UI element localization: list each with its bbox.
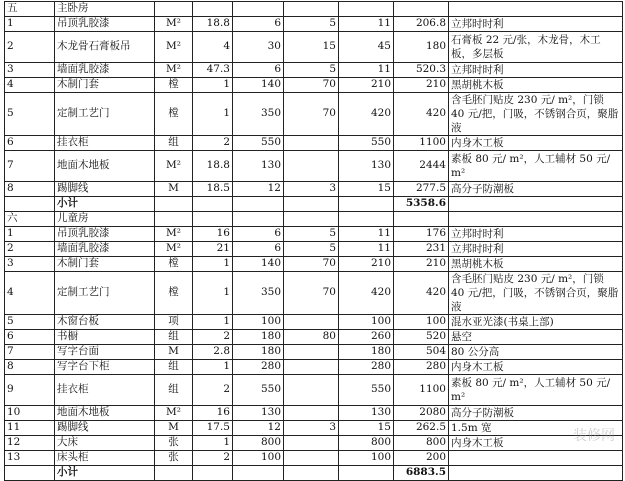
- item-note: 素板 80 元/ m²，人工辅材 50 元/ m²: [449, 151, 623, 182]
- item-name: 木制门套: [55, 78, 155, 93]
- item-total: 206.8: [394, 17, 449, 32]
- empty-cell: [339, 197, 394, 212]
- item-number: 4: [5, 78, 55, 93]
- empty-cell: [5, 197, 55, 212]
- item-unit: M: [155, 421, 193, 436]
- section-header-row: [5, 212, 623, 227]
- item-unit-price: 800: [339, 436, 394, 451]
- item-material-price: 130: [233, 406, 284, 421]
- table-row: [5, 78, 623, 93]
- item-unit: M²: [155, 17, 193, 32]
- item-labor-price: [284, 315, 339, 330]
- item-unit-price: 100: [339, 451, 394, 466]
- item-number: 5: [5, 315, 55, 330]
- item-labor-price: 70: [284, 93, 339, 136]
- item-material-price: 12: [233, 421, 284, 436]
- empty-cell: [155, 197, 193, 212]
- item-unit: M²: [155, 406, 193, 421]
- item-name: 木制门套: [55, 257, 155, 272]
- item-labor-price: 5: [284, 63, 339, 78]
- item-total: 200: [394, 451, 449, 466]
- item-total: 420: [394, 272, 449, 315]
- table-row: [5, 436, 623, 451]
- item-number: 1: [5, 17, 55, 32]
- item-quantity: 2: [193, 451, 233, 466]
- item-total: 800: [394, 436, 449, 451]
- item-quantity: 17.5: [193, 421, 233, 436]
- empty-cell: [339, 466, 394, 481]
- item-unit: 张: [155, 451, 193, 466]
- item-material-price: 6: [233, 242, 284, 257]
- item-name: 定制工艺门: [55, 272, 155, 315]
- item-total: 277.5: [394, 182, 449, 197]
- item-labor-price: 5: [284, 17, 339, 32]
- item-total: 520.3: [394, 63, 449, 78]
- table-row: [5, 272, 623, 315]
- item-material-price: 180: [233, 345, 284, 360]
- item-quantity: 4: [193, 32, 233, 63]
- item-name: 吊顶乳胶漆: [55, 227, 155, 242]
- item-unit-price: 15: [339, 421, 394, 436]
- item-number: 4: [5, 272, 55, 315]
- item-total: 1100: [394, 136, 449, 151]
- item-number: 3: [5, 257, 55, 272]
- item-unit-price: 210: [339, 78, 394, 93]
- item-quantity: 21: [193, 242, 233, 257]
- table-row: [5, 182, 623, 197]
- empty-cell: [284, 2, 339, 17]
- item-unit: M²: [155, 227, 193, 242]
- item-name: 地面木地板: [55, 406, 155, 421]
- item-quantity: 18.8: [193, 17, 233, 32]
- item-total: 180: [394, 32, 449, 63]
- item-material-price: 350: [233, 272, 284, 315]
- quote-table: [4, 1, 623, 481]
- item-unit: 组: [155, 330, 193, 345]
- item-labor-price: [284, 375, 339, 406]
- table-row: [5, 227, 623, 242]
- table-row: [5, 17, 623, 32]
- item-unit-price: 210: [339, 257, 394, 272]
- item-name: 挂衣柜: [55, 375, 155, 406]
- item-note: 立邦时时利: [449, 242, 623, 257]
- subtotal-value: 5358.6: [394, 197, 449, 212]
- item-unit: M²: [155, 242, 193, 257]
- empty-cell: [193, 2, 233, 17]
- item-number: 8: [5, 360, 55, 375]
- item-quantity: 2: [193, 136, 233, 151]
- empty-cell: [233, 466, 284, 481]
- item-quantity: 47.3: [193, 63, 233, 78]
- item-number: 12: [5, 436, 55, 451]
- item-quantity: 1: [193, 315, 233, 330]
- empty-cell: [449, 2, 623, 17]
- item-unit: 樘: [155, 93, 193, 136]
- item-number: 2: [5, 242, 55, 257]
- item-number: 5: [5, 93, 55, 136]
- empty-cell: [449, 466, 623, 481]
- item-unit: 项: [155, 315, 193, 330]
- item-labor-price: 3: [284, 421, 339, 436]
- subtotal-row: [5, 466, 623, 481]
- item-note: [449, 451, 623, 466]
- item-name: 木龙骨石膏板吊: [55, 32, 155, 63]
- empty-cell: [284, 212, 339, 227]
- item-unit-price: 45: [339, 32, 394, 63]
- item-total: 280: [394, 360, 449, 375]
- table-row: [5, 315, 623, 330]
- item-unit: 组: [155, 136, 193, 151]
- empty-cell: [339, 2, 394, 17]
- item-quantity: 18.5: [193, 182, 233, 197]
- item-name: 大床: [55, 436, 155, 451]
- empty-cell: [233, 2, 284, 17]
- item-labor-price: [284, 345, 339, 360]
- section-header-row: [5, 2, 623, 17]
- table-row: [5, 451, 623, 466]
- item-material-price: 800: [233, 436, 284, 451]
- item-note: 含毛胚门贴皮 230 元/ m²，门锁 40 元/把，门吸，不锈钢合页，聚脂液: [449, 93, 623, 136]
- item-material-price: 12: [233, 182, 284, 197]
- item-unit: 组: [155, 360, 193, 375]
- item-number: 9: [5, 375, 55, 406]
- empty-cell: [339, 212, 394, 227]
- item-note: 高分子防潮板: [449, 182, 623, 197]
- item-quantity: 2.8: [193, 345, 233, 360]
- item-total: 520: [394, 330, 449, 345]
- item-total: 504: [394, 345, 449, 360]
- item-quantity: 1: [193, 93, 233, 136]
- item-unit: 樘: [155, 257, 193, 272]
- item-name: 墙面乳胶漆: [55, 242, 155, 257]
- item-labor-price: [284, 451, 339, 466]
- table-row: [5, 345, 623, 360]
- item-material-price: 100: [233, 451, 284, 466]
- item-note: 内身木工板: [449, 360, 623, 375]
- item-note: 立邦时时利: [449, 17, 623, 32]
- section-title: 儿童房: [55, 212, 155, 227]
- item-unit: M: [155, 182, 193, 197]
- item-labor-price: 5: [284, 227, 339, 242]
- subtotal-value: 6883.5: [394, 466, 449, 481]
- empty-cell: [394, 2, 449, 17]
- subtotal-label: 小计: [55, 466, 155, 481]
- item-material-price: 350: [233, 93, 284, 136]
- item-material-price: 130: [233, 151, 284, 182]
- empty-cell: [233, 212, 284, 227]
- item-note: 立邦时时利: [449, 63, 623, 78]
- item-number: 7: [5, 345, 55, 360]
- table-row: [5, 257, 623, 272]
- empty-cell: [155, 2, 193, 17]
- item-material-price: 550: [233, 375, 284, 406]
- item-name: 踢脚线: [55, 182, 155, 197]
- empty-cell: [233, 197, 284, 212]
- empty-cell: [193, 212, 233, 227]
- item-labor-price: [284, 436, 339, 451]
- item-name: 写字台面: [55, 345, 155, 360]
- item-unit-price: 260: [339, 330, 394, 345]
- item-total: 210: [394, 78, 449, 93]
- section-title: 主卧房: [55, 2, 155, 17]
- item-number: 11: [5, 421, 55, 436]
- item-unit-price: 420: [339, 93, 394, 136]
- empty-cell: [284, 197, 339, 212]
- item-quantity: 1: [193, 436, 233, 451]
- item-labor-price: 70: [284, 272, 339, 315]
- item-note: 1.5m 宽: [449, 421, 623, 436]
- item-name: 木窗台板: [55, 315, 155, 330]
- item-total: 2080: [394, 406, 449, 421]
- item-labor-price: [284, 151, 339, 182]
- item-quantity: 1: [193, 360, 233, 375]
- table-row: [5, 136, 623, 151]
- item-number: 2: [5, 32, 55, 63]
- watermark: 装修网: [573, 428, 615, 444]
- item-note: 立邦时时利: [449, 227, 623, 242]
- empty-cell: [193, 466, 233, 481]
- item-note: 含毛胚门贴皮 230 元/ m²，门锁 40 元/把，门吸，不锈钢合页，聚脂液: [449, 272, 623, 315]
- item-unit: M²: [155, 151, 193, 182]
- item-total: 100: [394, 315, 449, 330]
- item-total: 210: [394, 257, 449, 272]
- item-quantity: 2: [193, 330, 233, 345]
- item-quantity: 18.8: [193, 151, 233, 182]
- section-number: 六: [5, 212, 55, 227]
- item-unit: M²: [155, 63, 193, 78]
- item-total: 1100: [394, 375, 449, 406]
- quote-table-body: [5, 2, 623, 481]
- item-unit-price: 180: [339, 345, 394, 360]
- item-total: 420: [394, 93, 449, 136]
- item-material-price: 6: [233, 227, 284, 242]
- empty-cell: [155, 466, 193, 481]
- item-quantity: 16: [193, 406, 233, 421]
- table-row: [5, 32, 623, 63]
- item-number: 10: [5, 406, 55, 421]
- item-number: 1: [5, 227, 55, 242]
- empty-cell: [394, 212, 449, 227]
- table-row: [5, 360, 623, 375]
- item-material-price: 180: [233, 330, 284, 345]
- subtotal-row: [5, 197, 623, 212]
- empty-cell: [155, 212, 193, 227]
- item-unit-price: 130: [339, 151, 394, 182]
- item-name: 地面木地板: [55, 151, 155, 182]
- item-name: 写字台下柜: [55, 360, 155, 375]
- item-unit: M²: [155, 32, 193, 63]
- table-row: [5, 151, 623, 182]
- item-note: 石膏板 22 元/张，木龙骨，木工板，多层板: [449, 32, 623, 63]
- item-total: 176: [394, 227, 449, 242]
- item-name: 踢脚线: [55, 421, 155, 436]
- table-row: [5, 375, 623, 406]
- table-row: [5, 330, 623, 345]
- item-total: 262.5: [394, 421, 449, 436]
- item-note: 素板 80 元/ m²，人工辅材 50 元/ m²: [449, 375, 623, 406]
- item-unit: M: [155, 345, 193, 360]
- item-material-price: 140: [233, 257, 284, 272]
- item-total: 2444: [394, 151, 449, 182]
- item-quantity: 16: [193, 227, 233, 242]
- item-material-price: 550: [233, 136, 284, 151]
- table-row: [5, 63, 623, 78]
- item-note: 黑胡桃木板: [449, 78, 623, 93]
- table-row: [5, 242, 623, 257]
- item-note: 高分子防潮板: [449, 406, 623, 421]
- item-labor-price: 3: [284, 182, 339, 197]
- item-note: 80 公分高: [449, 345, 623, 360]
- item-number: 8: [5, 182, 55, 197]
- item-note: 内身木工板: [449, 436, 623, 451]
- item-total: 231: [394, 242, 449, 257]
- section-number: 五: [5, 2, 55, 17]
- item-labor-price: [284, 136, 339, 151]
- item-number: 6: [5, 136, 55, 151]
- item-number: 13: [5, 451, 55, 466]
- item-quantity: 2: [193, 375, 233, 406]
- item-labor-price: 15: [284, 32, 339, 63]
- item-material-price: 280: [233, 360, 284, 375]
- item-labor-price: 5: [284, 242, 339, 257]
- subtotal-label: 小计: [55, 197, 155, 212]
- item-unit-price: 15: [339, 182, 394, 197]
- item-quantity: 1: [193, 78, 233, 93]
- empty-cell: [284, 466, 339, 481]
- item-name: 吊顶乳胶漆: [55, 17, 155, 32]
- empty-cell: [449, 197, 623, 212]
- item-quantity: 1: [193, 272, 233, 315]
- item-number: 6: [5, 330, 55, 345]
- empty-cell: [193, 197, 233, 212]
- item-unit-price: 550: [339, 136, 394, 151]
- empty-cell: [449, 212, 623, 227]
- item-note: 悬空: [449, 330, 623, 345]
- item-unit: 张: [155, 436, 193, 451]
- item-note: 内身木工板: [449, 136, 623, 151]
- item-material-price: 6: [233, 63, 284, 78]
- item-labor-price: 80: [284, 330, 339, 345]
- item-name: 挂衣柜: [55, 136, 155, 151]
- item-material-price: 100: [233, 315, 284, 330]
- item-labor-price: [284, 360, 339, 375]
- item-unit-price: 100: [339, 315, 394, 330]
- item-unit-price: 420: [339, 272, 394, 315]
- item-quantity: 1: [193, 257, 233, 272]
- item-unit-price: 550: [339, 375, 394, 406]
- item-labor-price: 70: [284, 78, 339, 93]
- item-unit-price: 130: [339, 406, 394, 421]
- item-number: 3: [5, 63, 55, 78]
- item-labor-price: [284, 406, 339, 421]
- item-name: 床头柜: [55, 451, 155, 466]
- item-material-price: 30: [233, 32, 284, 63]
- item-note: 黑胡桃木板: [449, 257, 623, 272]
- item-unit-price: 280: [339, 360, 394, 375]
- item-unit: 组: [155, 375, 193, 406]
- table-row: [5, 93, 623, 136]
- item-material-price: 6: [233, 17, 284, 32]
- item-material-price: 140: [233, 78, 284, 93]
- item-unit-price: 11: [339, 227, 394, 242]
- table-row: [5, 421, 623, 436]
- item-name: 墙面乳胶漆: [55, 63, 155, 78]
- item-unit: 樘: [155, 78, 193, 93]
- item-labor-price: 70: [284, 257, 339, 272]
- item-name: 定制工艺门: [55, 93, 155, 136]
- item-number: 7: [5, 151, 55, 182]
- item-unit-price: 11: [339, 17, 394, 32]
- item-unit: 樘: [155, 272, 193, 315]
- item-name: 书橱: [55, 330, 155, 345]
- item-unit-price: 11: [339, 63, 394, 78]
- table-row: [5, 406, 623, 421]
- item-note: 混水亚光漆(书桌上部): [449, 315, 623, 330]
- item-unit-price: 11: [339, 242, 394, 257]
- empty-cell: [5, 466, 55, 481]
